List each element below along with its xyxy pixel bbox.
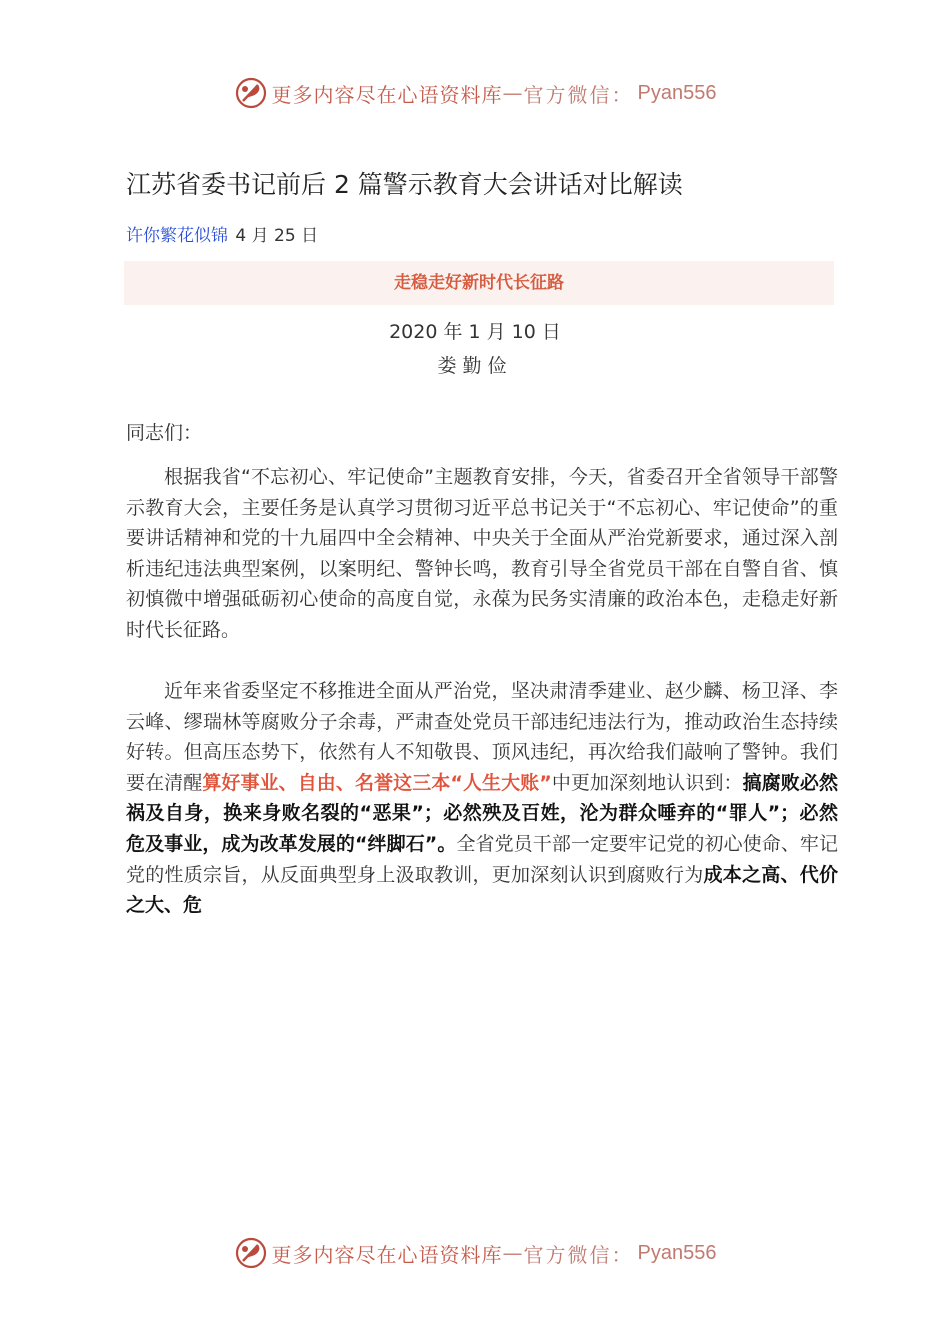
article-title: 江苏省委书记前后 2 篇警示教育大会讲话对比解读 [126, 170, 683, 199]
watermark-wechat-id: Pyan556 [637, 81, 717, 104]
watermark-wechat-label: 官方微信： [523, 82, 634, 107]
watermark-header [0, 73, 950, 113]
watermark-footer [0, 1233, 950, 1273]
publish-date: 4 月 25 日 [235, 226, 319, 246]
bold-cost-statement: 成本之高、代价之大、危 [126, 863, 838, 917]
watermark-text: 更多内容尽在心语资料库 [271, 82, 503, 107]
watermark-text: 更多内容尽在心语资料库 [271, 1242, 503, 1267]
watermark-separator: — [502, 81, 524, 105]
paragraph-1: 根据我省“不忘初心、牢记使命”主题教育安排，今天，省委召开全省领导干部警示教育大会，主要任务是认真学习贯彻习近平总书记关于“不忘初心、牢记使命”的重要讲话精神和党的十九届四中全会精神、中央关于全面从严治党新要求，通过深入剖析违纪违法典型案例，以案明纪、警钟长鸣，教育引导全省党员干部在自警自省、慎初慎微中增强砥砺初心使命的高度自觉，永葆为民务实清廉的政治本色，走稳走好新时代长征路。 [126, 466, 838, 641]
watermark-wechat-id: Pyan556 [637, 1241, 717, 1264]
section-banner: 走稳走好新时代长征路 [124, 261, 834, 305]
author-link[interactable]: 许你繁花似锦 [126, 226, 228, 246]
speech-date: 2020 年 1 月 10 日 [389, 321, 561, 343]
paragraph-2-text-c: 全省党员干部一定要牢记党的初心使命、牢记党的性质宗旨，从反面典型身上汲取教训，更加深刻认识到腐败行为 [126, 832, 838, 886]
paragraph-2-text-b: 中更加深刻地认识到： [551, 771, 743, 794]
paragraph-2 [126, 676, 838, 921]
article-meta [126, 222, 318, 250]
quill-logo-icon [234, 76, 268, 110]
watermark-separator: — [502, 1241, 524, 1265]
quill-logo-icon [234, 1236, 268, 1270]
bold-corruption-consequences: 搞腐败必然祸及自身，换来身败名裂的“恶果”；必然殃及百姓，沦为群众唾弃的“罪人”；必然危及事业，成为改革发展的“绊脚石”。 [126, 771, 838, 855]
highlight-life-accounts: 算好事业、自由、名誉这三本“人生大账” [202, 771, 552, 794]
speaker-name: 娄勤俭 [437, 355, 513, 377]
paragraph-2-text-a: 近年来省委坚定不移推进全面从严治党，坚决肃清季建业、赵少麟、杨卫泽、李云峰、缪瑞林等腐败分子余毒，严肃查处党员干部违纪违法行为，推动政治生态持续好转。但高压态势下，依然有人不知敬畏、顶风违纪，再次给我们敲响了警钟。我们要在清醒 [126, 680, 838, 794]
salutation: 同志们： [126, 422, 203, 444]
watermark-wechat-label: 官方微信： [523, 1242, 634, 1267]
